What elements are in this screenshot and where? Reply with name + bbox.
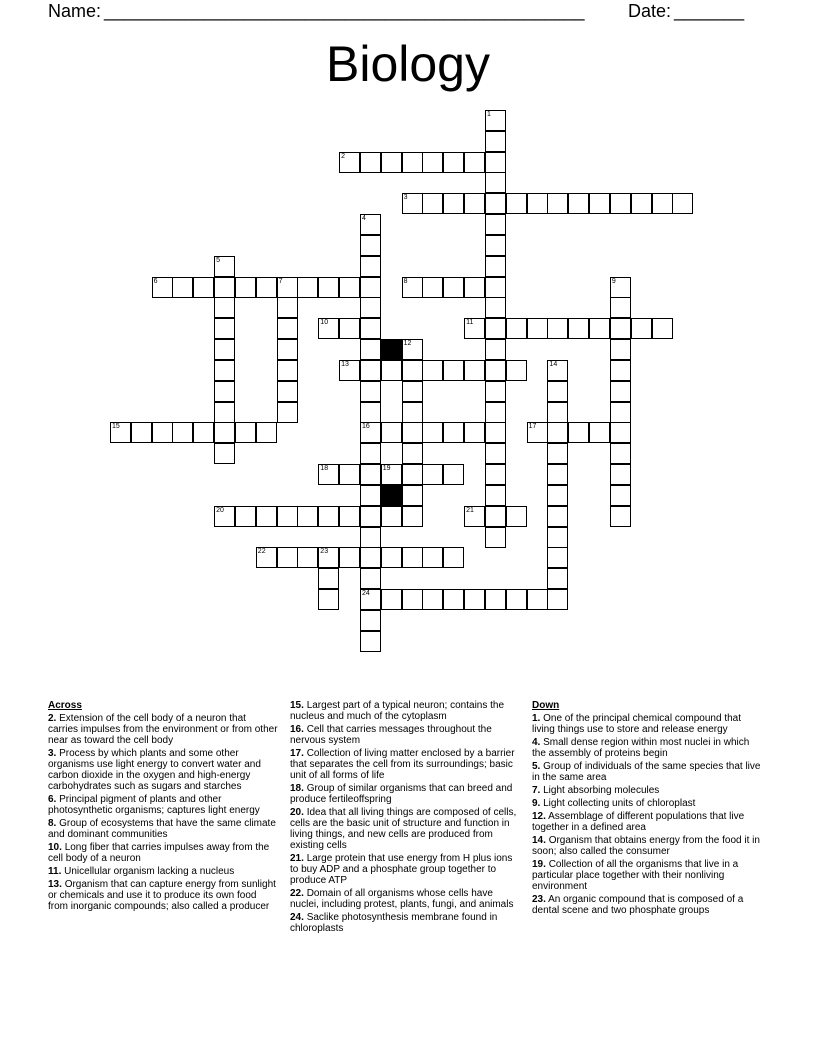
grid-cell[interactable] xyxy=(485,464,506,485)
grid-cell[interactable] xyxy=(360,547,381,568)
cell-number: 15 xyxy=(112,423,120,431)
grid-cell[interactable] xyxy=(422,422,443,443)
grid-cell[interactable] xyxy=(547,381,568,402)
grid-cell[interactable] xyxy=(464,193,485,214)
grid-cell[interactable] xyxy=(506,360,527,381)
grid-cell[interactable] xyxy=(610,381,631,402)
down-clue xyxy=(532,737,762,759)
cell-number: 17 xyxy=(528,423,537,431)
grid-cell[interactable] xyxy=(610,277,631,298)
grid-cell[interactable] xyxy=(381,547,402,568)
clue-number: 9. xyxy=(532,798,541,809)
cell-number: 11 xyxy=(466,319,474,327)
grid-cell[interactable] xyxy=(443,464,464,485)
clue-number: 17. xyxy=(290,748,304,759)
across-clue xyxy=(290,700,520,722)
clue-number: 22. xyxy=(290,888,304,899)
grid-cell[interactable] xyxy=(360,464,381,485)
grid-cell[interactable] xyxy=(339,318,360,339)
grid-cell[interactable] xyxy=(360,527,381,548)
grid-cell[interactable] xyxy=(610,402,631,423)
clue-number: 14. xyxy=(532,835,546,846)
grid-cell[interactable] xyxy=(464,589,485,610)
clue-text: Light collecting units of chloroplast xyxy=(543,798,696,809)
grid-cell[interactable] xyxy=(610,443,631,464)
grid-cell[interactable] xyxy=(360,339,381,360)
cell-number: 24 xyxy=(361,590,370,598)
across-clue xyxy=(290,853,520,886)
grid-cell[interactable] xyxy=(318,547,339,568)
grid-cell[interactable] xyxy=(422,589,443,610)
grid-cell[interactable] xyxy=(318,277,339,298)
grid-cell[interactable] xyxy=(485,422,506,443)
clue-text: Cell that carries messages throughout the nervous system xyxy=(290,724,492,746)
grid-cell[interactable] xyxy=(485,402,506,423)
clue-text: Long fiber that carries impulses away from the cell body of a neuron xyxy=(48,842,270,864)
grid-cell[interactable] xyxy=(506,318,527,339)
clue-number: 21. xyxy=(290,853,304,864)
clue-text: Assemblage of different populations that live together in a defined area xyxy=(532,811,745,833)
page-title: Biology xyxy=(326,36,490,92)
grid-cell[interactable] xyxy=(360,318,381,339)
grid-cell[interactable] xyxy=(360,402,381,423)
across-clue xyxy=(290,783,520,805)
clue-text: Collection of all the organisms that live in a particular place together with their nonliving environment xyxy=(532,859,739,892)
clue-text: Extension of the cell body of a neuron that carries impulses from the environment or from other near as toward the cell body xyxy=(48,713,278,746)
grid-cell[interactable] xyxy=(485,506,506,527)
date-label: Date: xyxy=(628,1,672,21)
grid-cell[interactable] xyxy=(610,464,631,485)
across-clue xyxy=(290,807,520,851)
clue-number: 16. xyxy=(290,724,304,735)
grid-cell[interactable] xyxy=(360,360,381,381)
grid-cell[interactable] xyxy=(152,277,173,298)
grid-cell[interactable] xyxy=(214,297,235,318)
grid-cell[interactable] xyxy=(464,506,485,527)
clue-number: 5. xyxy=(532,761,541,772)
grid-cell[interactable] xyxy=(381,152,402,173)
grid-cell[interactable] xyxy=(360,256,381,277)
clue-text: Organism that can capture energy from sunlight or chemicals and use it to produce its own food from inorganic compounds; also called a producer xyxy=(48,879,276,912)
clue-number: 8. xyxy=(48,818,57,829)
clue-text: Unicellular organism lacking a nucleus xyxy=(64,866,235,877)
clue-number: 10. xyxy=(48,842,62,853)
grid-cell[interactable] xyxy=(402,193,423,214)
grid-cell[interactable] xyxy=(277,381,298,402)
cell-number: 8 xyxy=(403,277,408,285)
grid-cell[interactable] xyxy=(485,381,506,402)
grid-cell[interactable] xyxy=(277,547,298,568)
grid-cell[interactable] xyxy=(402,339,423,360)
grid-cell[interactable] xyxy=(610,318,631,339)
clue-number: 3. xyxy=(48,748,57,759)
grid-cell[interactable] xyxy=(214,422,235,443)
grid-cell[interactable] xyxy=(485,110,506,131)
clue-text: Small dense region within most nuclei in which the assembly of proteins begin xyxy=(532,737,750,759)
grid-cell[interactable] xyxy=(547,443,568,464)
clue-text: Collection of living matter enclosed by a barrier that separates the cell from its surroundings; basic unit of all forms of life xyxy=(290,748,515,781)
grid-cell[interactable] xyxy=(485,152,506,173)
grid-cell[interactable] xyxy=(360,506,381,527)
clue-text: Large protein that use energy from H plus ions to buy ADP and a phosphate group together to produce ATP xyxy=(290,853,513,886)
grid-cell[interactable] xyxy=(485,297,506,318)
clue-column-3 xyxy=(532,700,762,918)
across-clue xyxy=(290,912,520,934)
grid-cell[interactable] xyxy=(360,443,381,464)
across-clue xyxy=(48,818,278,840)
grid-cell[interactable] xyxy=(277,318,298,339)
grid-cell[interactable] xyxy=(443,422,464,443)
grid-cell[interactable] xyxy=(443,360,464,381)
grid-cell[interactable] xyxy=(485,214,506,235)
clue-number: 24. xyxy=(290,912,304,923)
clue-number: 19. xyxy=(532,859,546,870)
across-clue xyxy=(48,794,278,816)
grid-cell[interactable] xyxy=(610,506,631,527)
grid-cell[interactable] xyxy=(527,318,548,339)
grid-cell[interactable] xyxy=(318,568,339,589)
grid-cell[interactable] xyxy=(277,506,298,527)
grid-cell[interactable] xyxy=(547,402,568,423)
name-label: Name: xyxy=(48,1,102,21)
grid-cell[interactable] xyxy=(339,277,360,298)
grid-cell[interactable] xyxy=(485,172,506,193)
grid-cell[interactable] xyxy=(568,318,589,339)
grid-cell[interactable] xyxy=(402,277,423,298)
cell-number: 12 xyxy=(403,340,412,348)
grid-cell[interactable] xyxy=(360,214,381,235)
down-clue xyxy=(532,894,762,916)
clue-text: Light absorbing molecules xyxy=(543,785,660,796)
grid-cell[interactable] xyxy=(360,381,381,402)
across-heading: Across xyxy=(48,700,82,711)
grid-cell[interactable] xyxy=(381,506,402,527)
grid-cell[interactable] xyxy=(589,193,610,214)
grid-cell[interactable] xyxy=(610,360,631,381)
grid-cell[interactable] xyxy=(443,193,464,214)
clue-text: Saclike photosynthesis membrane found in chloroplasts xyxy=(290,912,498,934)
grid-cell[interactable] xyxy=(422,193,443,214)
clue-number: 4. xyxy=(532,737,541,748)
grid-cell[interactable] xyxy=(422,547,443,568)
grid-cell[interactable] xyxy=(339,152,360,173)
grid-cell[interactable] xyxy=(110,422,131,443)
black-square xyxy=(381,339,402,360)
grid-cell[interactable] xyxy=(402,464,423,485)
grid-cell[interactable] xyxy=(652,318,673,339)
grid-cell[interactable] xyxy=(547,193,568,214)
grid-cell[interactable] xyxy=(402,443,423,464)
down-clue xyxy=(532,859,762,892)
grid-cell[interactable] xyxy=(339,506,360,527)
grid-cell[interactable] xyxy=(402,547,423,568)
clue-number: 18. xyxy=(290,783,304,794)
clue-text: One of the principal chemical compound that living things use to store and release energy xyxy=(532,713,742,735)
grid-cell[interactable] xyxy=(610,485,631,506)
grid-cell[interactable] xyxy=(443,589,464,610)
grid-cell[interactable] xyxy=(422,464,443,485)
grid-cell[interactable] xyxy=(360,235,381,256)
grid-cell[interactable] xyxy=(131,422,152,443)
grid-cell[interactable] xyxy=(339,547,360,568)
down-heading: Down xyxy=(532,700,560,711)
grid-cell[interactable] xyxy=(381,422,402,443)
grid-cell[interactable] xyxy=(547,422,568,443)
grid-cell[interactable] xyxy=(610,422,631,443)
grid-cell[interactable] xyxy=(214,506,235,527)
down-clue xyxy=(532,761,762,783)
grid-cell[interactable] xyxy=(610,297,631,318)
grid-cell[interactable] xyxy=(214,277,235,298)
across-clue xyxy=(48,842,278,864)
grid-cell[interactable] xyxy=(360,422,381,443)
grid-cell[interactable] xyxy=(547,360,568,381)
cell-number: 9 xyxy=(611,277,616,285)
grid-cell[interactable] xyxy=(172,277,193,298)
grid-cell[interactable] xyxy=(610,339,631,360)
cell-number: 14 xyxy=(549,360,558,368)
grid-cell[interactable] xyxy=(485,527,506,548)
grid-cell[interactable] xyxy=(464,318,485,339)
grid-cell[interactable] xyxy=(464,360,485,381)
grid-cell[interactable] xyxy=(172,422,193,443)
grid-cell[interactable] xyxy=(381,464,402,485)
grid-cell[interactable] xyxy=(422,277,443,298)
grid-cell[interactable] xyxy=(464,277,485,298)
black-square xyxy=(381,485,402,506)
grid-cell[interactable] xyxy=(485,235,506,256)
grid-cell[interactable] xyxy=(402,152,423,173)
grid-cell[interactable] xyxy=(527,589,548,610)
cell-number: 21 xyxy=(466,506,474,514)
clue-text: Group of individuals of the same species that live in the same area xyxy=(532,761,761,783)
grid-cell[interactable] xyxy=(568,193,589,214)
grid-cell[interactable] xyxy=(631,318,652,339)
clue-number: 13. xyxy=(48,879,62,890)
cell-number: 18 xyxy=(320,465,329,473)
grid-cell[interactable] xyxy=(381,589,402,610)
cell-number: 22 xyxy=(257,548,266,556)
grid-cell[interactable] xyxy=(339,360,360,381)
grid-cell[interactable] xyxy=(506,589,527,610)
grid-cell[interactable] xyxy=(547,527,568,548)
grid-cell[interactable] xyxy=(547,568,568,589)
down-clue xyxy=(532,811,762,833)
grid-cell[interactable] xyxy=(422,152,443,173)
clue-text: Organism that obtains energy from the food it in soon; also called the consumer xyxy=(532,835,760,857)
clue-text: Group of ecosystems that have the same climate and dominant communities xyxy=(48,818,276,840)
grid-cell[interactable] xyxy=(672,193,693,214)
grid-cell[interactable] xyxy=(277,402,298,423)
down-clue xyxy=(532,798,762,809)
grid-cell[interactable] xyxy=(402,422,423,443)
clue-text: An organic compound that is composed of a dental scene and two phosphate groups xyxy=(532,894,744,916)
grid-cell[interactable] xyxy=(235,422,256,443)
grid-cell[interactable] xyxy=(485,131,506,152)
grid-cell[interactable] xyxy=(152,422,173,443)
grid-cell[interactable] xyxy=(485,256,506,277)
grid-cell[interactable] xyxy=(214,318,235,339)
clue-text: Process by which plants and some other organisms use light energy to convert water and carbon dioxide in the oxygen and high-energy carbohydrates such as sugars and starches xyxy=(48,748,261,792)
grid-cell[interactable] xyxy=(547,547,568,568)
grid-cell[interactable] xyxy=(589,422,610,443)
clue-number: 23. xyxy=(532,894,546,905)
grid-cell[interactable] xyxy=(402,506,423,527)
grid-cell[interactable] xyxy=(297,547,318,568)
grid-cell[interactable] xyxy=(277,360,298,381)
grid-cell[interactable] xyxy=(256,547,277,568)
grid-cell[interactable] xyxy=(610,193,631,214)
across-clue xyxy=(48,713,278,746)
clue-number: 11. xyxy=(48,866,62,877)
grid-cell[interactable] xyxy=(318,464,339,485)
grid-cell[interactable] xyxy=(547,464,568,485)
grid-cell[interactable] xyxy=(631,193,652,214)
grid-cell[interactable] xyxy=(214,402,235,423)
grid-cell[interactable] xyxy=(464,422,485,443)
grid-cell[interactable] xyxy=(318,318,339,339)
clue-text: Largest part of a typical neuron; contains the nucleus and much of the cytoplasm xyxy=(290,700,505,722)
grid-cell[interactable] xyxy=(235,277,256,298)
cell-number: 23 xyxy=(320,548,329,556)
grid-cell[interactable] xyxy=(506,193,527,214)
grid-cell[interactable] xyxy=(360,277,381,298)
grid-cell[interactable] xyxy=(485,193,506,214)
grid-cell[interactable] xyxy=(547,318,568,339)
cell-number: 19 xyxy=(382,465,391,473)
grid-cell[interactable] xyxy=(256,422,277,443)
cell-number: 1 xyxy=(486,111,491,118)
clue-column-1 xyxy=(48,700,278,914)
grid-cell[interactable] xyxy=(360,631,381,652)
across-clue xyxy=(48,866,278,877)
grid-cell[interactable] xyxy=(235,506,256,527)
grid-cell[interactable] xyxy=(652,193,673,214)
grid-cell[interactable] xyxy=(277,339,298,360)
name-blank: ________________________________________________ xyxy=(104,1,585,21)
down-clue xyxy=(532,713,762,735)
grid-cell[interactable] xyxy=(402,360,423,381)
grid-cell[interactable] xyxy=(360,485,381,506)
grid-cell[interactable] xyxy=(277,297,298,318)
grid-cell[interactable] xyxy=(485,589,506,610)
clue-number: 7. xyxy=(532,785,541,796)
date-blank: _______ xyxy=(674,1,745,21)
clue-number: 15. xyxy=(290,700,304,711)
grid-cell[interactable] xyxy=(443,547,464,568)
clue-number: 12. xyxy=(532,811,546,822)
down-clue xyxy=(532,785,762,796)
grid-cell[interactable] xyxy=(547,589,568,610)
cell-number: 4 xyxy=(361,215,366,223)
grid-cell[interactable] xyxy=(381,360,402,381)
cell-number: 5 xyxy=(216,256,221,264)
grid-cell[interactable] xyxy=(402,589,423,610)
grid-cell[interactable] xyxy=(547,506,568,527)
cell-number: 20 xyxy=(216,506,224,514)
cell-number: 3 xyxy=(403,194,408,202)
cell-number: 13 xyxy=(341,360,349,368)
grid-cell[interactable] xyxy=(402,402,423,423)
across-clue xyxy=(290,748,520,781)
down-clue xyxy=(532,835,762,857)
grid-cell[interactable] xyxy=(464,152,485,173)
grid-cell[interactable] xyxy=(360,568,381,589)
grid-cell[interactable] xyxy=(318,589,339,610)
grid-cell[interactable] xyxy=(297,277,318,298)
across-clue xyxy=(290,724,520,746)
grid-cell[interactable] xyxy=(568,422,589,443)
clue-number: 1. xyxy=(532,713,541,724)
grid-cell[interactable] xyxy=(214,443,235,464)
cell-number: 2 xyxy=(341,152,346,160)
grid-cell[interactable] xyxy=(360,610,381,631)
clue-text: Idea that all living things are composed of cells, cells are the basic unit of structure and function in living things, and new cells are produced from existing cells xyxy=(290,807,517,851)
grid-cell[interactable] xyxy=(527,193,548,214)
clue-number: 20. xyxy=(290,807,304,818)
clue-text: Group of similar organisms that can breed and produce fertileoffspring xyxy=(290,783,513,805)
grid-cell[interactable] xyxy=(360,152,381,173)
grid-cell[interactable] xyxy=(402,381,423,402)
grid-cell[interactable] xyxy=(485,277,506,298)
grid-cell[interactable] xyxy=(339,464,360,485)
grid-cell[interactable] xyxy=(589,318,610,339)
grid-cell[interactable] xyxy=(256,506,277,527)
grid-cell[interactable] xyxy=(193,422,214,443)
clue-text: Principal pigment of plants and other photosynthetic organisms; captures light energy xyxy=(48,794,260,816)
cell-number: 10 xyxy=(320,319,329,327)
across-clue xyxy=(48,748,278,792)
cell-number: 7 xyxy=(278,277,283,285)
grid-cell[interactable] xyxy=(402,485,423,506)
grid-cell[interactable] xyxy=(485,339,506,360)
cell-number: 16 xyxy=(361,423,370,431)
grid-cell[interactable] xyxy=(485,318,506,339)
grid-cell[interactable] xyxy=(422,360,443,381)
grid-cell[interactable] xyxy=(527,422,548,443)
clue-text: Domain of all organisms whose cells have nuclei, including protest, plants, fungi, and animals xyxy=(290,888,514,910)
grid-cell[interactable] xyxy=(360,589,381,610)
grid-cell[interactable] xyxy=(547,485,568,506)
grid-cell[interactable] xyxy=(485,485,506,506)
grid-cell[interactable] xyxy=(443,152,464,173)
grid-cell[interactable] xyxy=(214,360,235,381)
grid-cell[interactable] xyxy=(277,277,298,298)
grid-cell[interactable] xyxy=(297,506,318,527)
grid-cell[interactable] xyxy=(318,506,339,527)
clue-number: 6. xyxy=(48,794,57,805)
grid-cell[interactable] xyxy=(506,506,527,527)
clue-number: 2. xyxy=(48,713,57,724)
across-clue xyxy=(290,888,520,910)
across-clue xyxy=(48,879,278,912)
grid-cell[interactable] xyxy=(443,277,464,298)
grid-cell[interactable] xyxy=(485,360,506,381)
clue-column-2 xyxy=(290,700,520,936)
grid-cell[interactable] xyxy=(256,277,277,298)
grid-cell[interactable] xyxy=(214,381,235,402)
grid-cell[interactable] xyxy=(214,339,235,360)
grid-cell[interactable] xyxy=(485,443,506,464)
grid-cell[interactable] xyxy=(360,297,381,318)
cell-number: 6 xyxy=(153,277,158,285)
grid-cell[interactable] xyxy=(214,256,235,277)
grid-cell[interactable] xyxy=(193,277,214,298)
